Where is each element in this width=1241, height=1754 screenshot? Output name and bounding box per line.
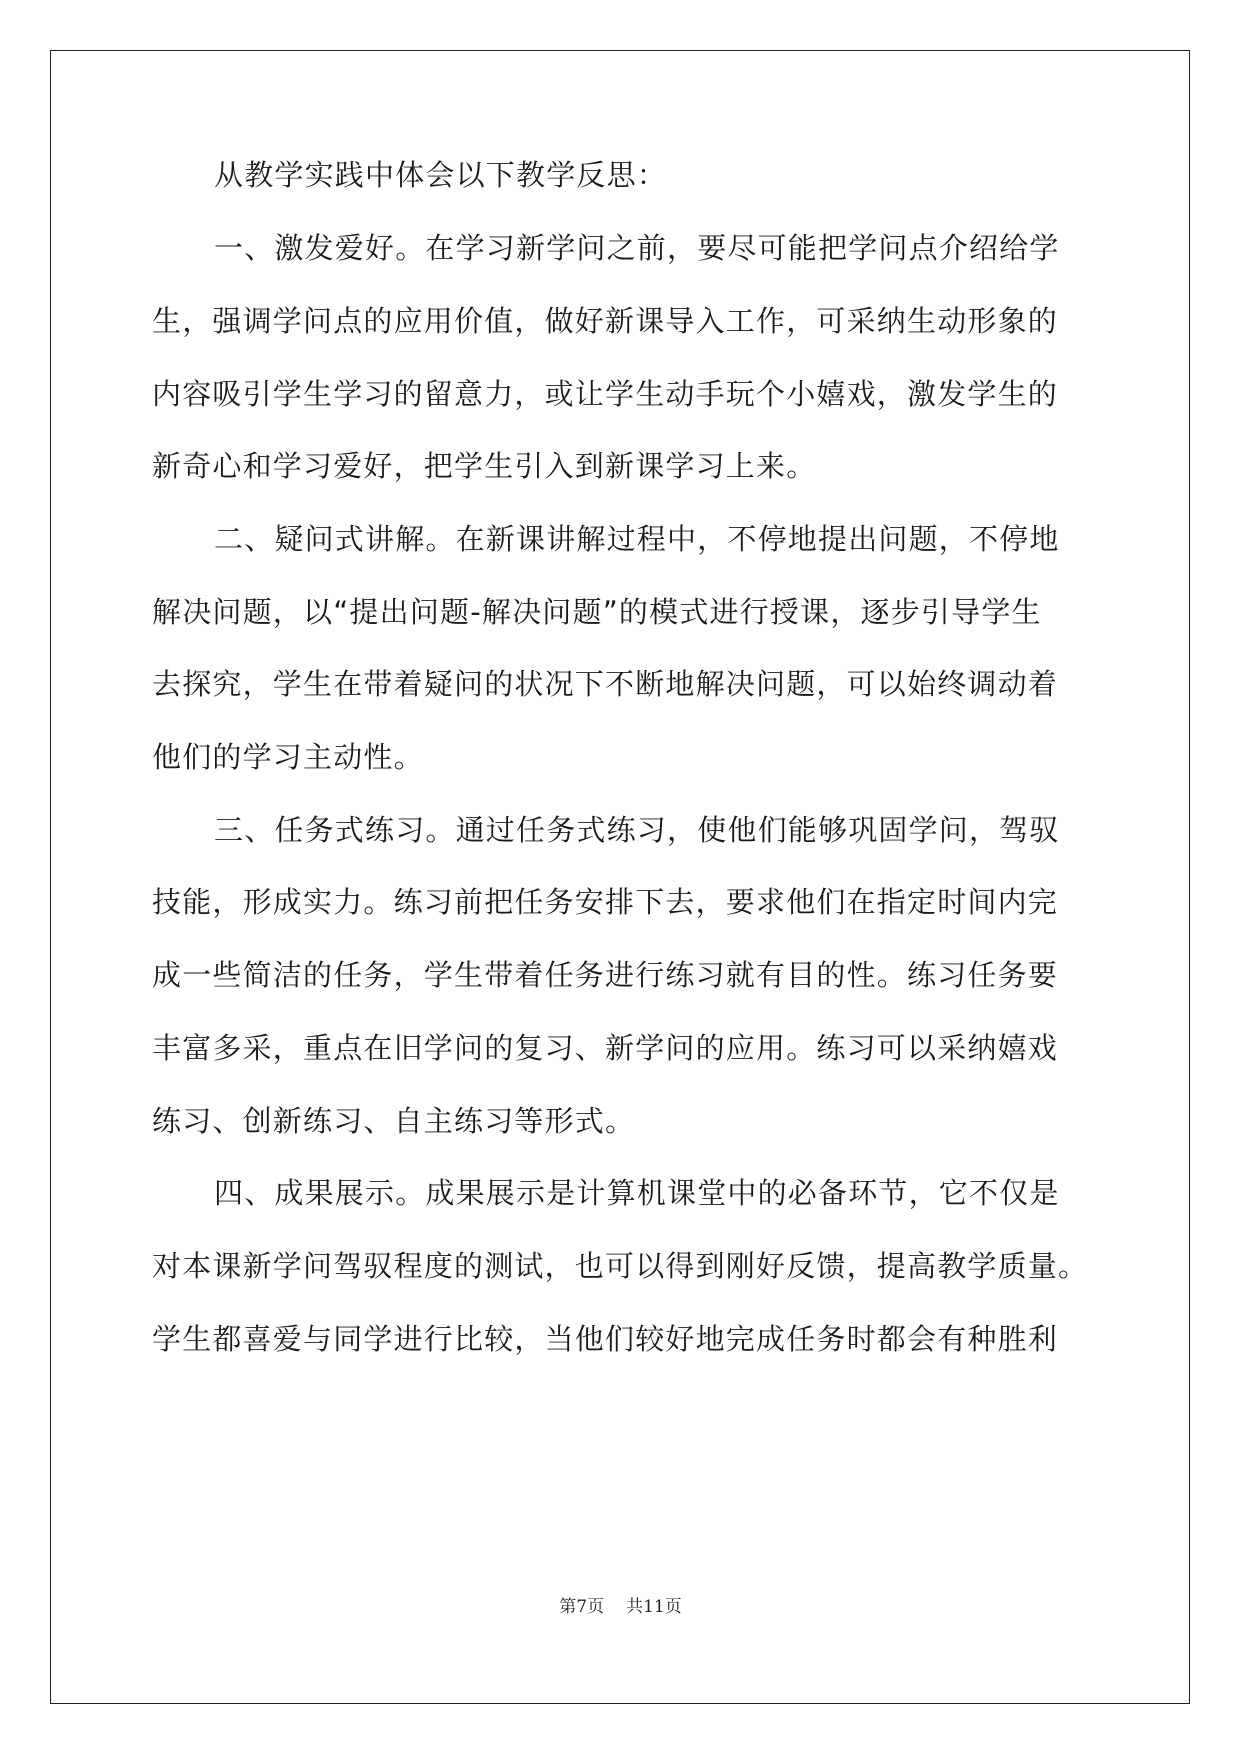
page-number: 第7页 [559, 1597, 605, 1617]
paragraph-line: 成一些简洁的任务，学生带着任务进行练习就有目的性。练习任务要 [152, 958, 1059, 992]
paragraph-line: 从教学实践中体会以下教学反思： [214, 158, 668, 192]
paragraph-line: 三、任务式练习。通过任务式练习，使他们能够巩固学问，驾驭 [214, 813, 1060, 847]
page-border [50, 50, 1190, 1704]
paragraph-line: 内容吸引学生学习的留意力，或让学生动手玩个小嬉戏，激发学生的 [152, 377, 1059, 411]
paragraph-line: 生，强调学问点的应用价值，做好新课导入工作，可采纳生动形象的 [152, 304, 1059, 338]
paragraph-line: 四、成果展示。成果展示是计算机课堂中的必备环节，它不仅是 [214, 1176, 1060, 1210]
paragraph-line: 他们的学习主动性。 [152, 740, 424, 774]
paragraph-line: 丰富多采，重点在旧学问的复习、新学问的应用。练习可以采纳嬉戏 [152, 1031, 1059, 1065]
paragraph-line: 解决问题，以“提出问题-解决问题”的模式进行授课，逐步引导学生 [152, 595, 1042, 629]
paragraph-line: 技能，形成实力。练习前把任务安排下去，要求他们在指定时间内完 [152, 885, 1059, 919]
page-total: 共11页 [626, 1597, 682, 1617]
paragraph-line: 学生都喜爱与同学进行比较，当他们较好地完成任务时都会有种胜利 [152, 1322, 1059, 1356]
paragraph-line: 二、疑问式讲解。在新课讲解过程中，不停地提出问题，不停地 [214, 522, 1060, 556]
paragraph-line: 练习、创新练习、自主练习等形式。 [152, 1104, 636, 1138]
paragraph-line: 去探究，学生在带着疑问的状况下不断地解决问题，可以始终调动着 [152, 667, 1059, 701]
paragraph-line: 新奇心和学习爱好，把学生引入到新课学习上来。 [152, 449, 817, 483]
page-footer [0, 1592, 1241, 1617]
paragraph-line: 一、激发爱好。在学习新学问之前，要尽可能把学问点介绍给学 [214, 231, 1060, 265]
paragraph-line: 对本课新学问驾驭程度的测试，也可以得到刚好反馈，提高教学质量。 [152, 1249, 1089, 1283]
